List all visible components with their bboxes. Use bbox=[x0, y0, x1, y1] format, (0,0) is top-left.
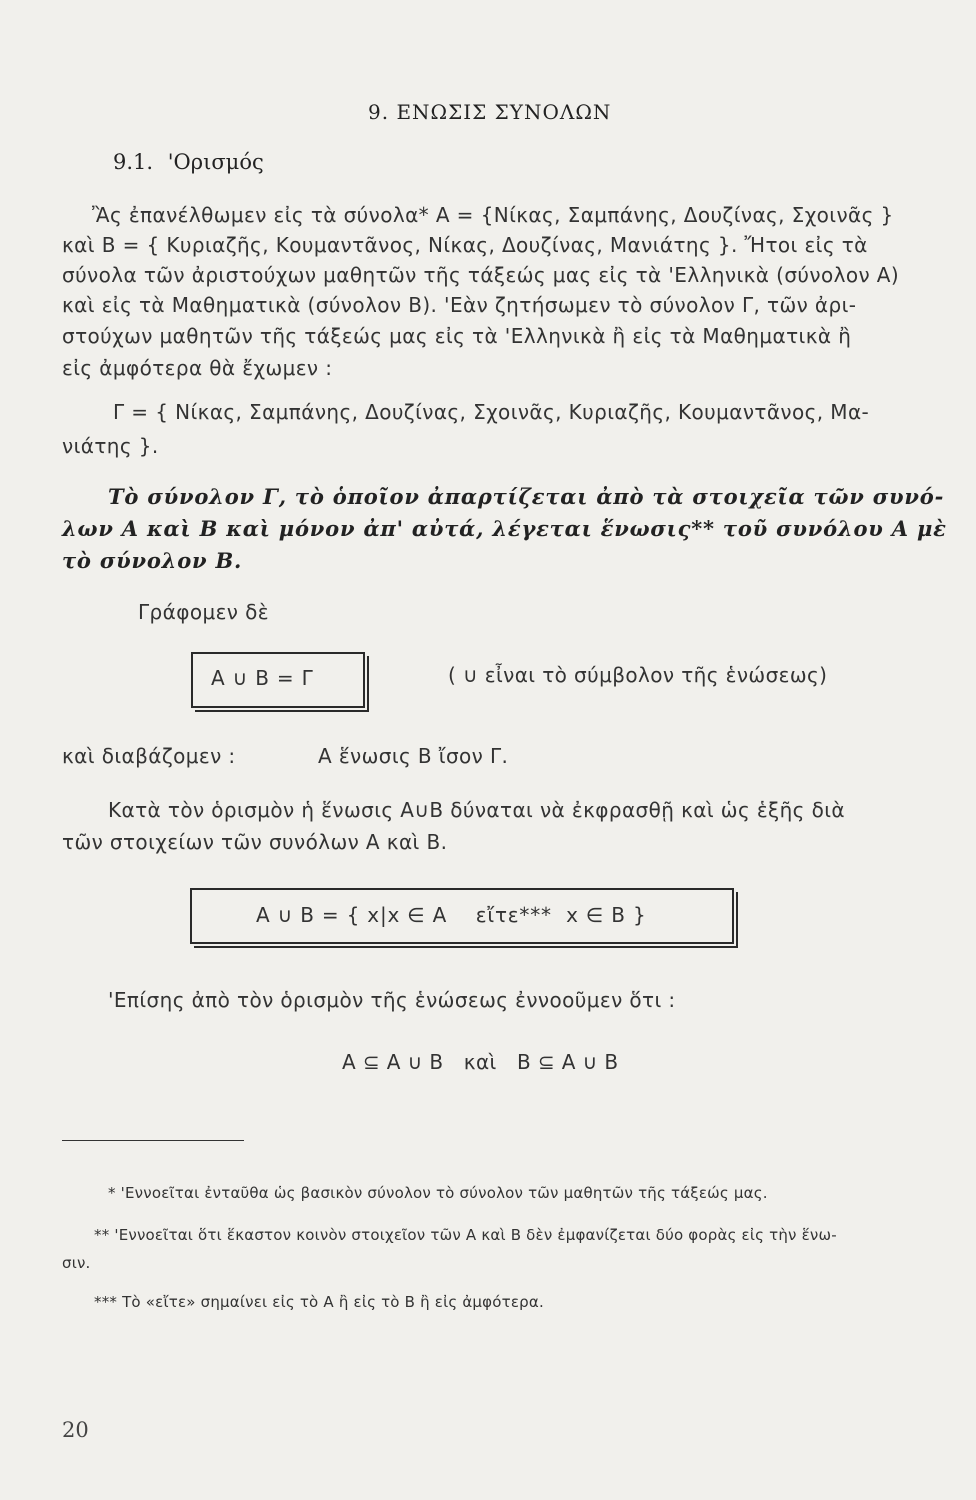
definition-line-1: Τὸ σύνολον Γ, τὸ ὁποῖον ἀπαρτίζεται ἀπὸ τὰ στοιχεῖα τῶν συνό- bbox=[108, 484, 945, 509]
para2-line-2: τῶν στοιχείων τῶν συνόλων Α καὶ Β. bbox=[62, 830, 448, 854]
para2-line-1: Κατὰ τὸν ὁρισμὸν ἡ ἕνωσις Α∪Β δύναται νὰ ἐκφρασθῇ καὶ ὡς ἑξῆς διὰ bbox=[108, 798, 845, 822]
para1-line-3: σύνολα τῶν ἀριστούχων μαθητῶν τῆς τάξεώς μας εἰς τὰ 'Ελληνικὰ (σύνολον Α) bbox=[62, 263, 900, 287]
union-formula: Α ∪ Β = Γ bbox=[211, 666, 314, 690]
para1-line-2: καὶ Β = { Κυριαζῆς, Κουμαντᾶνος, Νίκας, Δουζίνας, Μανιάτης }. Ἤτοι εἰς τὰ bbox=[62, 233, 868, 257]
para1-line-6: εἰς ἀμφότερα θὰ ἔχωμεν : bbox=[62, 356, 333, 380]
section-heading bbox=[113, 150, 264, 174]
setbuilder-formula: Α ∪ Β = { x|x ∈ Α εἴτε*** x ∈ Β } bbox=[256, 903, 647, 927]
union-setbuilder-box bbox=[190, 888, 734, 944]
footnote-1: * 'Εννοεῖται ἐνταῦθα ὡς βασικὸν σύνολον τὸ σύνολον τῶν μαθητῶν τῆς τάξεώς μας. bbox=[108, 1184, 768, 1202]
footnote-2-cont: σιν. bbox=[62, 1254, 91, 1272]
chapter-title: 9. ΕΝΩΣΙΣ ΣΥΝΟΛΩΝ bbox=[368, 100, 612, 124]
section-title: 'Ορισμός bbox=[167, 150, 264, 174]
set-g-line-1: Γ = { Νίκας, Σαμπάνης, Δουζίνας, Σχοινᾶς, Κυριαζῆς, Κουμαντᾶνος, Μα- bbox=[113, 400, 870, 424]
para3: 'Επίσης ἀπὸ τὸν ὁρισμὸν τῆς ἑνώσεως ἐννοοῦμεν ὅτι : bbox=[108, 988, 676, 1012]
footnote-2: ** 'Εννοεῖται ὅτι ἕκαστον κοινὸν στοιχεῖον τῶν Α καὶ Β δὲν ἐμφανίζεται δύο φορὰς εἰς τὴν ἕνω- bbox=[94, 1226, 837, 1244]
subset-relations: Α ⊆ Α ∪ Β καὶ Β ⊆ Α ∪ Β bbox=[342, 1050, 619, 1074]
write-intro: Γράφομεν δὲ bbox=[138, 600, 269, 624]
footnote-3: *** Τὸ «εἴτε» σημαίνει εἰς τὸ Α ἢ εἰς τὸ Β ἢ εἰς ἀμφότερα. bbox=[94, 1293, 544, 1311]
union-definition-box bbox=[191, 652, 365, 708]
section-number: 9.1. bbox=[113, 150, 154, 174]
definition-line-3: τὸ σύνολον Β. bbox=[62, 548, 243, 573]
footnote-rule bbox=[62, 1140, 244, 1141]
para1-line-5: στούχων μαθητῶν τῆς τάξεώς μας εἰς τὰ 'Ελληνικὰ ἢ εἰς τὰ Μαθηματικὰ ἢ bbox=[62, 324, 852, 348]
union-symbol-note: ( ∪ εἶναι τὸ σύμβολον τῆς ἑνώσεως) bbox=[448, 663, 828, 687]
para1-line-1: Ἂς ἐπανέλθωμεν εἰς τὰ σύνολα* Α = {Νίκας, Σαμπάνης, Δουζίνας, Σχοινᾶς } bbox=[92, 203, 894, 227]
read-label: καὶ διαβάζομεν : bbox=[62, 744, 236, 768]
set-g-line-2: νιάτης }. bbox=[62, 434, 159, 458]
read-value: Α ἕνωσις Β ἴσον Γ. bbox=[318, 744, 509, 768]
page-number: 20 bbox=[62, 1418, 89, 1442]
para1-line-4: καὶ εἰς τὰ Μαθηματικὰ (σύνολον Β). 'Εὰν ζητήσωμεν τὸ σύνολον Γ, τῶν ἀρι- bbox=[62, 293, 857, 317]
definition-line-2: λων Α καὶ Β καὶ μόνον ἀπ' αὐτά, λέγεται ἕνωσις** τοῦ συνόλου Α μὲ bbox=[62, 516, 947, 541]
